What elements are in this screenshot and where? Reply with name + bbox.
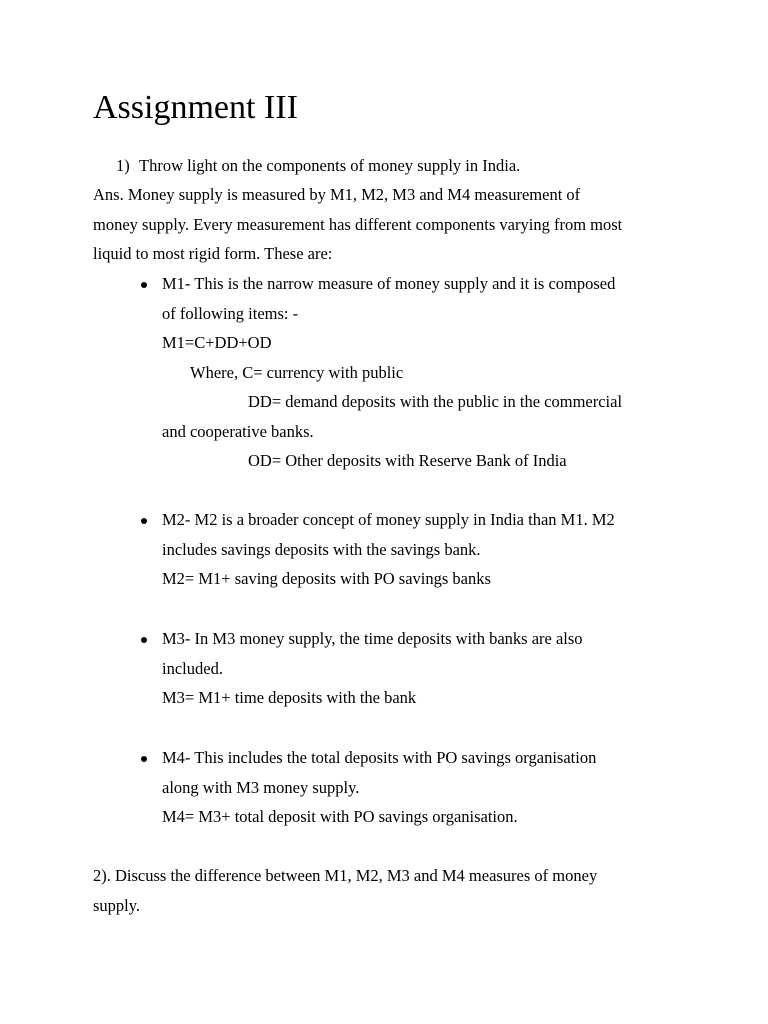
m4-description-line: along with M3 money supply. (162, 778, 360, 797)
m2-description-line: M2- M2 is a broader concept of money supply in India than M1. M2 (162, 510, 615, 529)
m4-formula: M4= M3+ total deposit with PO savings organisation. (162, 807, 518, 826)
bullet-icon (141, 282, 147, 288)
question-2-line: 2). Discuss the difference between M1, M2, M3 and M4 measures of money (93, 866, 598, 885)
answer-intro-line: money supply. Every measurement has different components varying from most (93, 215, 623, 234)
answer-intro-line: Ans. Money supply is measured by M1, M2, M3 and M4 measurement of (93, 185, 581, 204)
m1-formula: M1=C+DD+OD (162, 333, 272, 352)
m1-description-line: M1- This is the narrow measure of money supply and it is composed (162, 274, 616, 293)
m1-dd-line: and cooperative banks. (162, 422, 314, 441)
m3-formula: M3= M1+ time deposits with the bank (162, 688, 417, 707)
m3-description-line: M3- In M3 money supply, the time deposits with banks are also (162, 629, 583, 648)
question-2-line: supply. (93, 896, 141, 915)
m1-where-c: Where, C= currency with public (190, 363, 404, 382)
m3-description-line: included. (162, 659, 223, 678)
bullet-icon (141, 518, 147, 524)
answer-intro-line: liquid to most rigid form. These are: (93, 244, 333, 263)
bullet-icon (141, 756, 147, 762)
m1-dd-line: DD= demand deposits with the public in the commercial (248, 392, 623, 411)
question-1-text: Throw light on the components of money supply in India. (139, 156, 521, 175)
m1-description-line: of following items: - (162, 304, 299, 323)
m2-description-line: includes savings deposits with the savings bank. (162, 540, 481, 559)
m4-description-line: M4- This includes the total deposits with PO savings organisation (162, 748, 597, 767)
m1-od-line: OD= Other deposits with Reserve Bank of India (248, 451, 567, 470)
document-title: Assignment III (93, 89, 298, 126)
m2-formula: M2= M1+ saving deposits with PO savings banks (162, 569, 491, 588)
bullet-icon (141, 637, 147, 643)
question-1-number: 1) (116, 156, 130, 175)
